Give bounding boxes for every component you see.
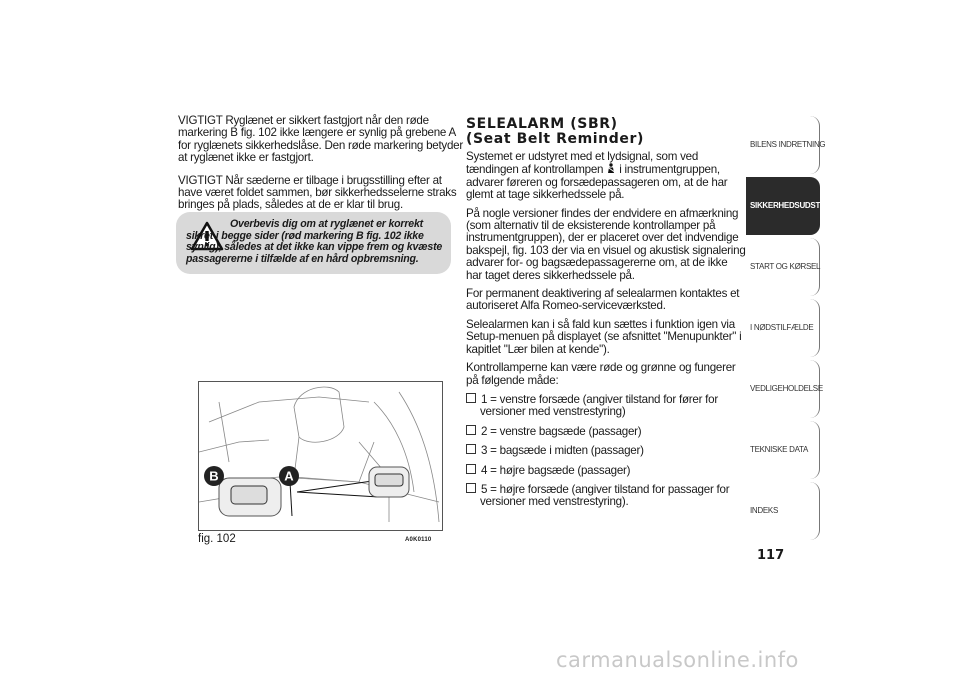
- list-item: [466, 444, 746, 457]
- checkbox-bullet-icon: [466, 425, 476, 435]
- warning-box: [176, 212, 451, 274]
- list-item-text: 5 = højre forsæde (angiver tilstand for passager for versioner med venstrestyring).: [480, 482, 730, 509]
- tab-bilens-indretning[interactable]: [746, 116, 826, 174]
- important-note-2: VIGTIGT Når sæderne er tilbage i brugsstilling efter at have været foldet sammen, bør sikkerhedsselerne straks bringes på plads, således at de er klar til brug.: [178, 173, 457, 212]
- paragraph-1: [466, 151, 746, 202]
- label-a: A: [284, 468, 294, 484]
- checkbox-bullet-icon: [466, 444, 476, 454]
- paragraph-1-part-b: i instrumentgruppen, advarer føreren og forsædepassageren om, at de har glemt at tage sikkerhedssele på.: [466, 163, 728, 202]
- seatbelt-person-icon: [606, 163, 616, 174]
- paragraph-1-part-a: Systemet er udstyret med et lydsignal, som ved tændingen af kontrollampen: [466, 150, 699, 177]
- tab-label: TEKNISKE DATA: [750, 445, 809, 454]
- checkbox-bullet-icon: [466, 483, 476, 493]
- tab-start-og-korsel[interactable]: [746, 238, 820, 296]
- tab-sikkerhedsudstyr[interactable]: [746, 177, 831, 235]
- list-item-text: 4 = højre bagsæde (passager): [481, 463, 631, 477]
- title-line-1: SELEALARM (SBR): [466, 116, 618, 132]
- tab-label: SIKKERHEDSUDSTYR: [750, 201, 831, 210]
- checkbox-bullet-icon: [466, 393, 476, 403]
- figure-caption: fig. 102: [198, 533, 236, 545]
- tab-i-nodstilfaelde[interactable]: [746, 299, 820, 357]
- tab-indeks[interactable]: [746, 482, 820, 540]
- tab-label: VEDLIGEHOLDELSE: [750, 384, 823, 393]
- title-line-2: (Seat Belt Reminder): [466, 131, 644, 147]
- paragraph-4: Selealarmen kan i så fald kun sættes i funktion igen via Setup-menuen på displayet (se afsnittet "Menupunkter" i kapitlet "Lær bilen at kende").: [466, 317, 742, 356]
- paragraph-3: For permanent deaktivering af selealarmen kontaktes et autoriseret Alfa Romeo-serviceværksted.: [466, 287, 740, 313]
- paragraph-2: På nogle versioner findes der endvidere en afmærkning (som alternativ til de eksisterende kontrollamper på instrumentgruppen), der er placeret over det indvendige bakspejl, fig. 103 der via en visuel og akustisk signalering advarer for- og bagsædepassagererne om, at de ikke har taget deres sikkerhedssele på.: [466, 206, 746, 282]
- warning-text: Overbevis dig om at ryglænet er korrekt sikret i begge sider (rød markering B fig. 102 ikke synlig), således at det ikke kan vippe frem og kvæste passagererne i tilfælde af en hård opbremsning.: [186, 218, 443, 265]
- checkbox-bullet-icon: [466, 464, 476, 474]
- list-item: [466, 464, 746, 477]
- list-item: [466, 393, 746, 419]
- watermark: carmanualsonline.info: [556, 648, 799, 672]
- list-item: [466, 425, 746, 438]
- tab-label: BILENS INDRETNING: [750, 140, 826, 149]
- list-item-text: 3 = bagsæde i midten (passager): [481, 444, 644, 458]
- paragraph-5: Kontrollamperne kan være røde og grønne og fungerer på følgende måde:: [466, 361, 736, 387]
- tab-label: INDEKS: [750, 506, 778, 515]
- tab-label: START OG KØRSEL: [750, 262, 821, 271]
- seat-figure: [198, 381, 443, 531]
- seat-illustration: [199, 382, 442, 530]
- list-item: [466, 483, 746, 509]
- label-b: B: [209, 468, 219, 484]
- tab-label: I NØDSTILFÆLDE: [750, 323, 814, 332]
- list-item-text: 2 = venstre bagsæde (passager): [481, 424, 642, 438]
- list-item-text: 1 = venstre forsæde (angiver tilstand for fører for versioner med venstrestyring): [480, 392, 718, 419]
- left-column: [178, 115, 468, 222]
- section-title: [466, 117, 746, 147]
- tab-vedligeholdelse[interactable]: [746, 360, 823, 418]
- chapter-tabs: [746, 116, 831, 543]
- page-number: 117: [757, 548, 785, 563]
- figure-code: A0K0110: [405, 537, 432, 543]
- tab-tekniske-data[interactable]: [746, 421, 820, 479]
- right-column: [466, 117, 746, 515]
- important-note-1: VIGTIGT Ryglænet er sikkert fastgjort når den røde markering B fig. 102 ikke længere er synlig på grebene A for ryglænets sikkerhedslåse. Den røde markering betyder at ryglænet ikke er fastgjort.: [178, 114, 463, 165]
